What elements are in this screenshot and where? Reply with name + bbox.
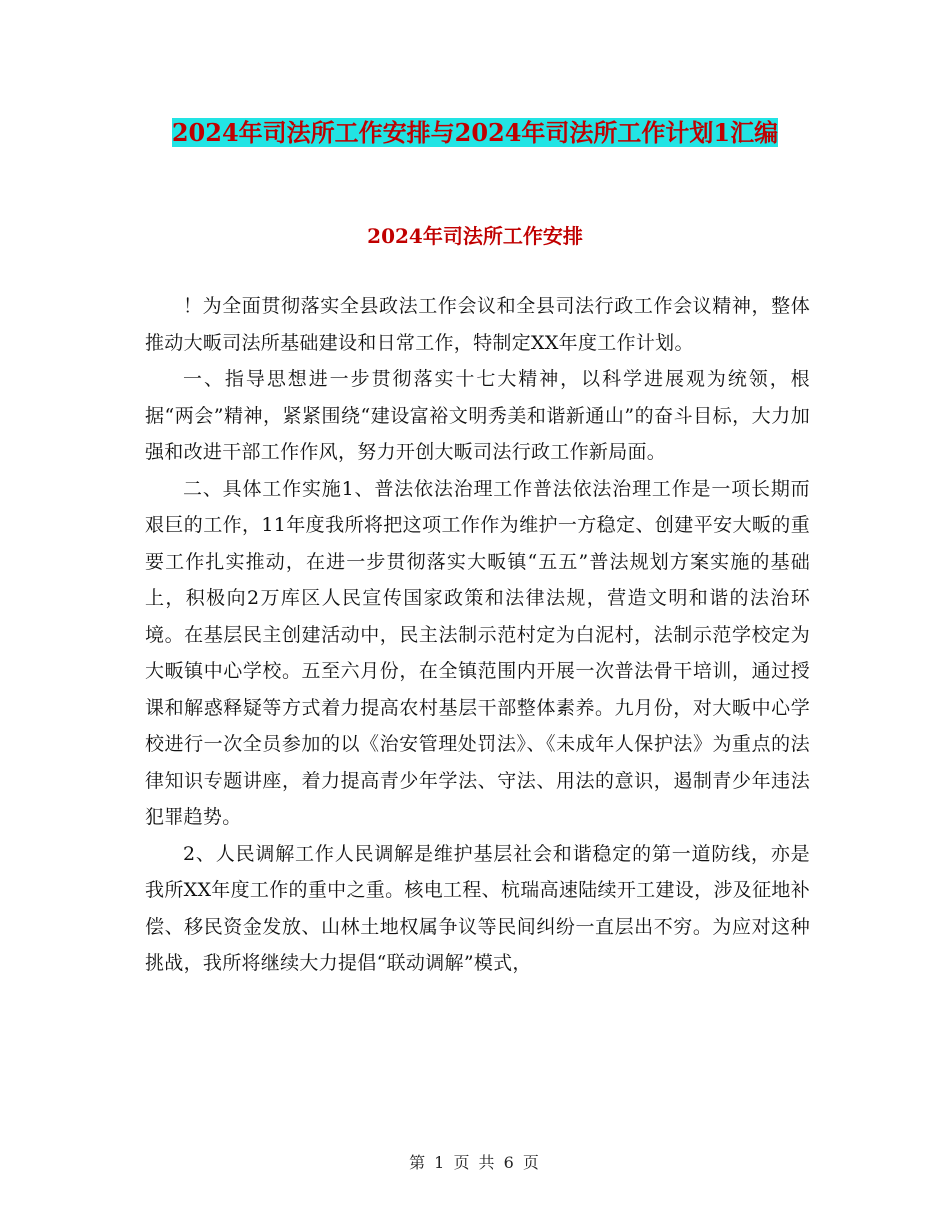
- paragraph-mediation: 2、人民调解工作人民调解是维护基层社会和谐稳定的第一道防线，亦是我所XX年度工作的重中之重。核电工程、杭瑞高速陆续开工建设，涉及征地补偿、移民资金发放、山林土地权属争议等民间纠纷一直层出不穷。为应对这种挑战，我所将继续大力提倡“联动调解”模式，: [145, 842, 810, 974]
- title-highlight: 2024年司法所工作安排与2024年司法所工作计划1汇编: [171, 118, 779, 147]
- paragraph-intro: ！为全面贯彻落实全县政法工作会议和全县司法行政工作会议精神，整体推动大畈司法所基础建设和日常工作，特制定XX年度工作计划。: [145, 295, 810, 354]
- paragraph-guiding-thought: 一、指导思想进一步贯彻落实十七大精神，以科学进展观为统领，根据“两会”精神，紧紧围绕“建设富裕文明秀美和谐新通山”的奋斗目标，大力加强和改进干部工作作风，努力开创大畈司法行政工作新局面。: [145, 368, 810, 463]
- paragraph-legal-education: 二、具体工作实施1、普法依法治理工作普法依法治理工作是一项长期而艰巨的工作，11年度我所将把这项工作作为维护一方稳定、创建平安大畈的重要工作扎实推动，在进一步贯彻落实大畈镇“五五”普法规划方案实施的基础上，积极向2万库区人民宣传国家政策和法律法规，营造文明和谐的法治环境。在基层民主创建活动中，民主法制示范村定为白泥村，法制示范学校定为大畈镇中心学校。五至六月份，在全镇范围内开展一次普法骨干培训，通过授课和解惑释疑等方式着力提高农村基层干部整体素养。九月份，对大畈中心学校进行一次全员参加的以《治安管理处罚法》、《未成年人保护法》为重点的法律知识专题讲座，着力提高青少年学法、守法、用法的意识，遏制青少年违法犯罪趋势。: [145, 477, 810, 828]
- document-title: [140, 112, 810, 154]
- section-title: 2024年司法所工作安排: [367, 224, 583, 248]
- page-footer: 第 1 页 共 6 页: [409, 1153, 541, 1172]
- document-body: [145, 288, 810, 982]
